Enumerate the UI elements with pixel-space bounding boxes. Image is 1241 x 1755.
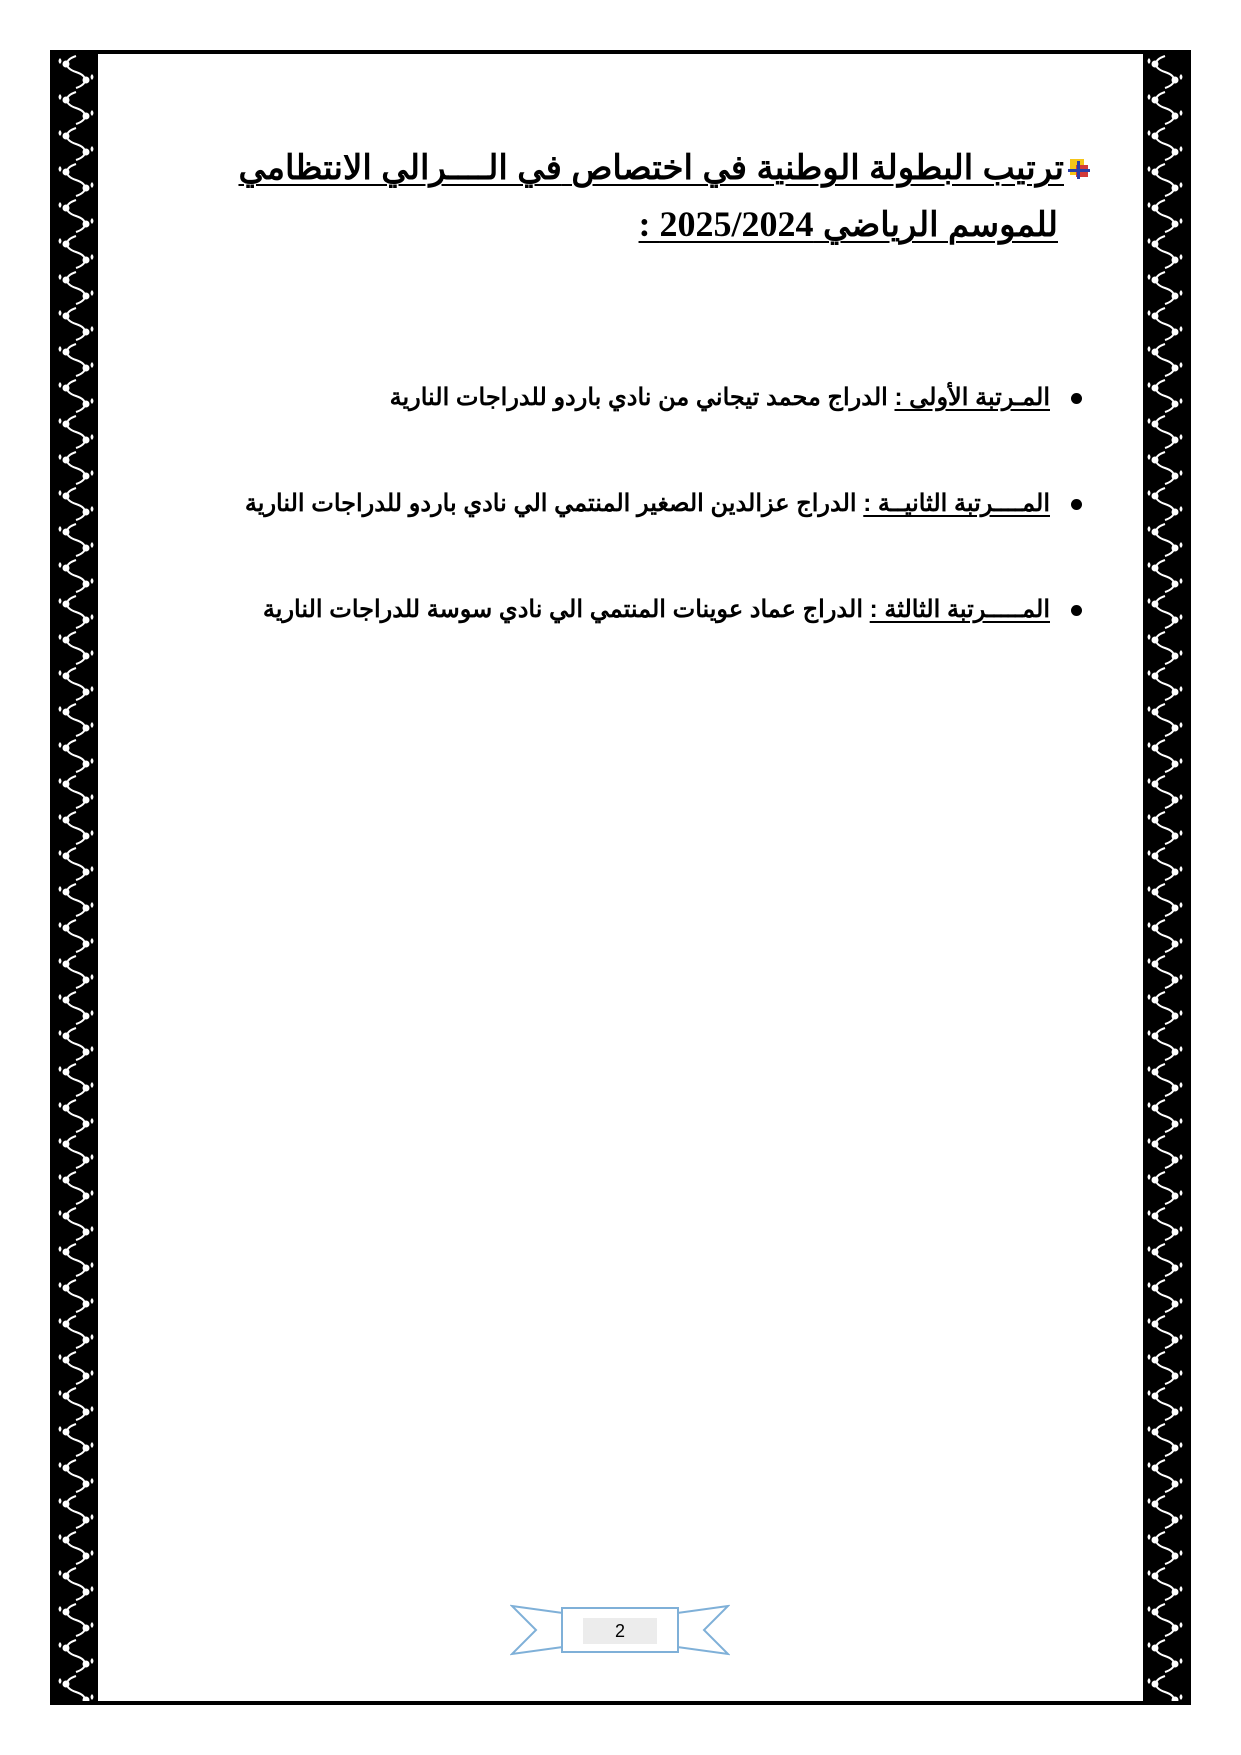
rank-list xyxy=(130,378,1090,696)
title-colon: : xyxy=(638,204,660,244)
flag-bullet-icon xyxy=(1068,159,1090,181)
rank-label-1: المـرتبة الأولى : xyxy=(894,384,1050,411)
rank-label-2: المــــرتبة الثانيــة : xyxy=(863,490,1050,517)
page-body xyxy=(98,54,1143,1701)
bullet-icon xyxy=(1071,393,1082,404)
title-part-1: ترتيب البطولة الوطنية في اختصاص xyxy=(561,149,1064,187)
title-season-year: 2025/2024 xyxy=(659,204,814,244)
rank-item-1 xyxy=(130,378,1090,418)
rank-item-3 xyxy=(130,590,1090,630)
bullet-icon xyxy=(1071,605,1082,616)
floral-pattern-right xyxy=(1143,54,1187,1701)
floral-pattern-left xyxy=(54,54,98,1701)
right-decorative-border xyxy=(1143,54,1187,1701)
page-title xyxy=(130,140,1090,253)
rank-text-3: الدراج عماد عوينات المنتمي الي نادي سوسة للدراجات النارية xyxy=(262,596,870,623)
rank-label-3: المـــــرتبة الثالثة : xyxy=(869,596,1050,623)
document-content xyxy=(130,140,1090,623)
title-line-1 xyxy=(130,140,1090,196)
bullet-icon xyxy=(1071,499,1082,510)
left-decorative-border xyxy=(54,54,98,1701)
rank-item-2 xyxy=(130,484,1090,524)
title-season-text: للموسم الرياضي xyxy=(813,206,1058,244)
title-line-2 xyxy=(130,196,1090,253)
rank-text-1: الدراج محمد تيجاني من نادي باردو للدراجات النارية xyxy=(389,384,895,411)
title-part-2: في الــــرالي الانتظامي xyxy=(238,149,562,187)
rank-text-2: الدراج عزالدين الصغير المنتمي الي نادي باردو للدراجات النارية xyxy=(244,490,864,517)
page-number: 2 xyxy=(583,1618,657,1644)
